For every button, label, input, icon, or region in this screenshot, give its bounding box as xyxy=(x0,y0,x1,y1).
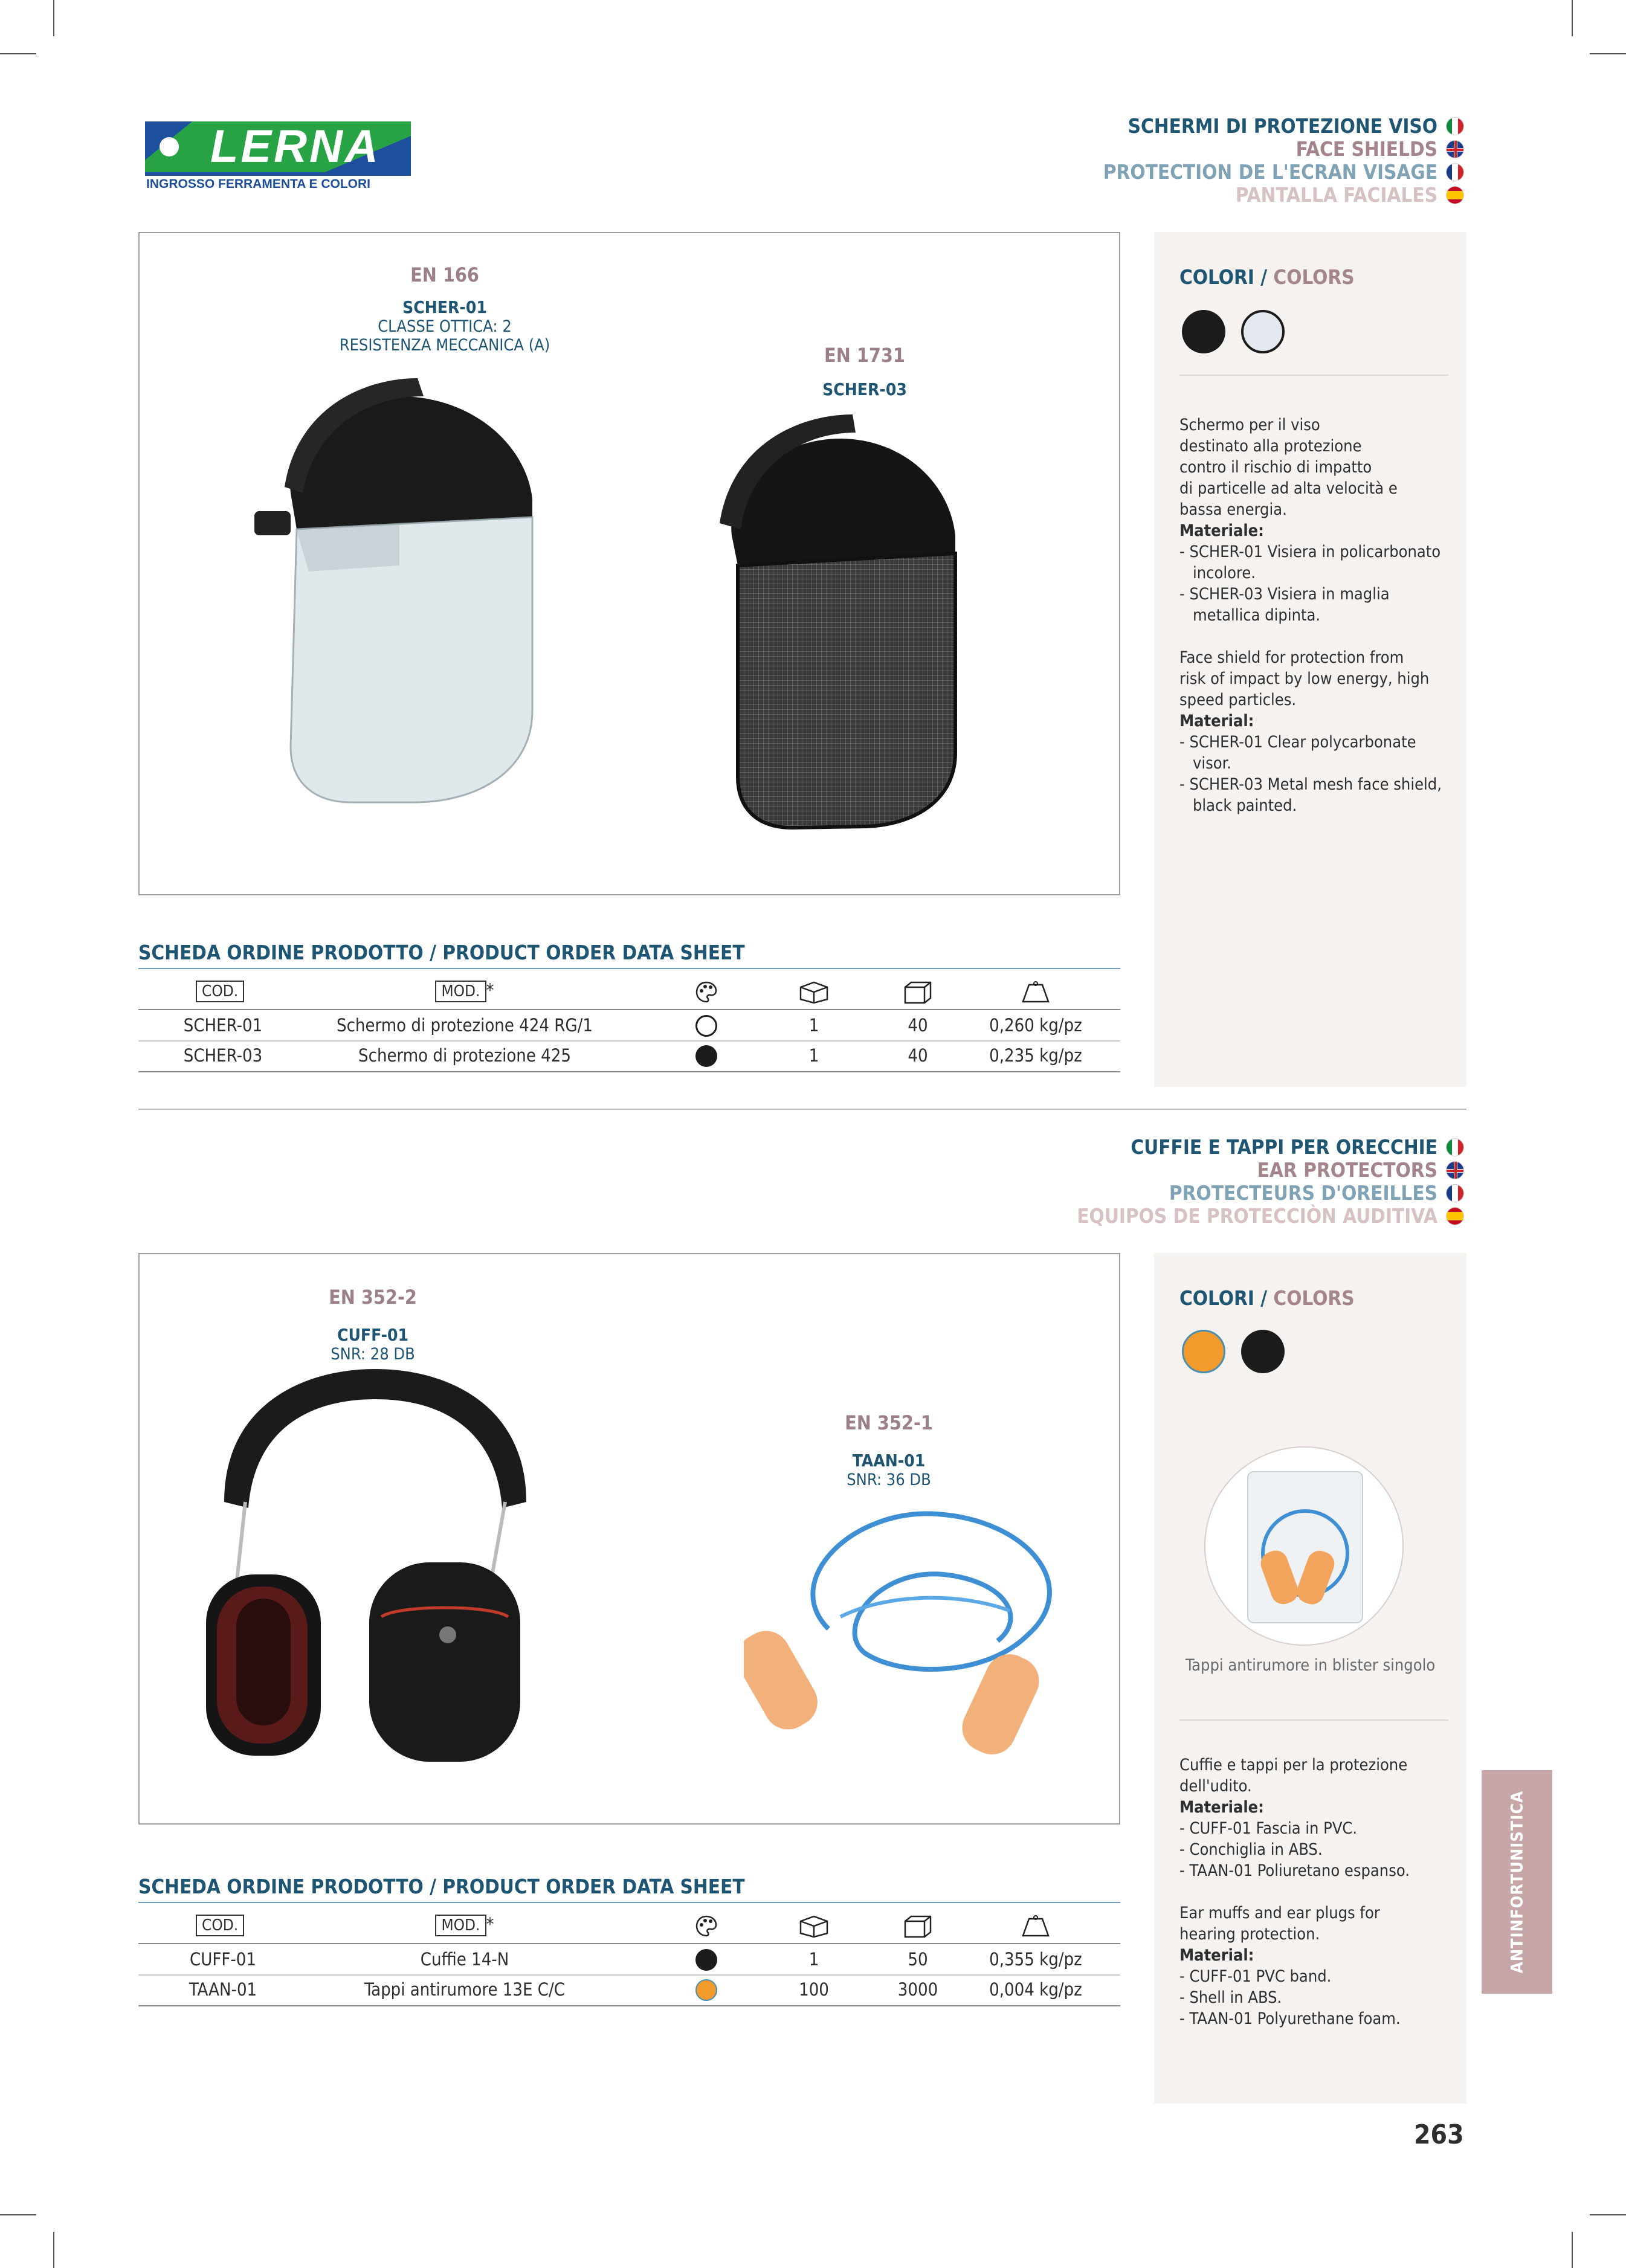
single-box-icon xyxy=(797,980,831,1008)
spain-flag-icon xyxy=(1446,186,1464,204)
table-row xyxy=(138,1974,1120,2005)
page-number: 263 xyxy=(1414,2119,1464,2150)
table-top-rule xyxy=(138,968,1120,969)
standard-label: EN 352-1 xyxy=(845,1411,933,1434)
order-sheet-title: SCHEDA ORDINE PRODOTTO / PRODUCT ORDER DATA SHEET xyxy=(138,941,745,964)
cell-weight: 0,004 kg/pz xyxy=(989,1979,1082,2000)
weight-icon xyxy=(1021,980,1051,1008)
blister-inset-image xyxy=(1204,1446,1404,1646)
material-label-en: Material: xyxy=(1179,712,1254,730)
color-swatch-black xyxy=(1241,1330,1285,1373)
col-mod: MOD. xyxy=(435,981,486,1002)
company-logo xyxy=(144,118,422,196)
divider xyxy=(1179,375,1448,376)
product-caption xyxy=(798,1451,979,1489)
table-row xyxy=(138,1944,1120,1974)
colors-title-it: COLORI xyxy=(1179,1286,1254,1310)
product-caption xyxy=(294,298,596,355)
cell-cod: SCHER-01 xyxy=(183,1015,263,1036)
product-code: SCHER-01 xyxy=(402,297,487,317)
table-row xyxy=(138,1010,1120,1040)
crop-mark xyxy=(1572,2232,1573,2268)
table-header-row xyxy=(138,975,1120,1005)
cell-qty2: 50 xyxy=(908,1949,928,1970)
mesh-face-shield-image xyxy=(671,414,998,849)
product-code: SCHER-03 xyxy=(822,379,907,399)
desc-it-line: Schermo per il viso xyxy=(1179,416,1320,434)
product-photo-box xyxy=(138,232,1120,895)
color-swatch-clear xyxy=(1241,310,1285,353)
weight-icon xyxy=(1021,1914,1051,1942)
mod-asterisk: * xyxy=(486,980,494,1000)
desc-it-line: contro il rischio di impatto xyxy=(1179,458,1372,477)
info-sidebar xyxy=(1154,232,1466,1087)
table-bottom-rule xyxy=(138,2005,1120,2006)
color-dot-orange xyxy=(695,1979,717,2001)
product-caption xyxy=(774,380,955,399)
desc-en-line: Face shield for protection from xyxy=(1179,648,1404,667)
material-item: - SCHER-03 Metal mesh face shield, black painted. xyxy=(1179,775,1442,815)
palette-icon xyxy=(694,980,718,1008)
material-label-it: Materiale: xyxy=(1179,1798,1264,1817)
table-row xyxy=(138,1040,1120,1071)
cell-qty1: 1 xyxy=(808,1015,819,1036)
mod-asterisk: * xyxy=(486,1914,494,1935)
colors-title-en: COLORS xyxy=(1273,1286,1355,1310)
desc-it-line: Cuffie e tappi per la protezione xyxy=(1179,1756,1408,1774)
material-item: - TAAN-01 Polyurethane foam. xyxy=(1179,2009,1401,2028)
product-photo-box xyxy=(138,1253,1120,1825)
cell-mod: Tappi antirumore 13E C/C xyxy=(364,1979,566,2000)
color-swatch-orange xyxy=(1182,1330,1225,1373)
category-side-tab xyxy=(1482,1770,1552,1994)
product-description xyxy=(1179,414,1457,816)
ear-muffs-image xyxy=(200,1357,550,1780)
colors-title: COLORI / COLORS xyxy=(1179,265,1355,289)
desc-it-line: destinato alla protezione xyxy=(1179,437,1362,456)
spain-flag-icon xyxy=(1446,1207,1464,1225)
uk-flag-icon xyxy=(1446,140,1464,158)
product-code: CUFF-01 xyxy=(337,1325,408,1345)
color-dot-black xyxy=(695,1949,717,1971)
table-bottom-rule xyxy=(138,1071,1120,1072)
heading-it: SCHERMI DI PROTEZIONE VISO xyxy=(1128,114,1437,138)
cell-weight: 0,235 kg/pz xyxy=(989,1045,1082,1066)
inset-caption: Tappi antirumore in blister singolo xyxy=(1185,1656,1436,1675)
cell-weight: 0,260 kg/pz xyxy=(989,1015,1082,1036)
order-sheet-title: SCHEDA ORDINE PRODOTTO / PRODUCT ORDER DATA SHEET xyxy=(138,1875,745,1898)
material-item: - SCHER-03 Visiera in maglia metallica dipinta. xyxy=(1179,585,1390,625)
cell-cod: TAAN-01 xyxy=(189,1979,257,2000)
material-item: - Conchiglia in ABS. xyxy=(1179,1840,1323,1859)
section2-headings xyxy=(1077,1136,1464,1228)
color-swatch-black xyxy=(1182,310,1225,353)
crop-mark xyxy=(53,2232,54,2268)
category-label: ANTINFORTUNISTICA xyxy=(1508,1790,1526,1974)
heading-es: EQUIPOS DE PROTECCIÒN AUDITIVA xyxy=(1077,1204,1437,1228)
material-item: - CUFF-01 Fascia in PVC. xyxy=(1179,1819,1358,1838)
product-description xyxy=(1179,1754,1457,2029)
colors-title-en: COLORS xyxy=(1273,265,1355,289)
italy-flag-icon xyxy=(1446,117,1464,135)
palette-icon xyxy=(694,1914,718,1942)
clear-face-shield-image xyxy=(218,372,581,831)
desc-en-line: speed particles. xyxy=(1179,691,1297,709)
france-flag-icon xyxy=(1446,163,1464,181)
snr-rating: SNR: 28 DB xyxy=(331,1345,415,1364)
col-cod: COD. xyxy=(196,981,244,1002)
col-mod: MOD. xyxy=(435,1915,486,1936)
logo-tagline: INGROSSO FERRAMENTA E COLORI xyxy=(146,177,371,191)
heading-en: EAR PROTECTORS xyxy=(1257,1158,1437,1182)
heading-en: FACE SHIELDS xyxy=(1295,137,1437,161)
material-item: - CUFF-01 PVC band. xyxy=(1179,1967,1332,1986)
desc-it-line: dell'udito. xyxy=(1179,1777,1252,1796)
standard-label: EN 352-2 xyxy=(329,1286,417,1309)
cell-cod: CUFF-01 xyxy=(190,1949,256,1970)
cell-qty1: 1 xyxy=(808,1949,819,1970)
ear-plugs-image xyxy=(744,1496,1082,1774)
desc-en-line: risk of impact by low energy, high xyxy=(1179,669,1430,688)
cell-qty2: 3000 xyxy=(897,1979,938,2000)
material-item: - Shell in ABS. xyxy=(1179,1988,1282,2007)
info-sidebar xyxy=(1154,1253,1466,2104)
cell-mod: Cuffie 14-N xyxy=(420,1949,509,1970)
cell-qty1: 1 xyxy=(808,1045,819,1066)
colors-title: COLORI / COLORS xyxy=(1179,1286,1355,1310)
section-divider xyxy=(138,1109,1466,1110)
standard-label: EN 1731 xyxy=(824,344,905,367)
cell-qty2: 40 xyxy=(908,1015,928,1036)
crop-mark xyxy=(0,2214,36,2215)
color-dot-black xyxy=(695,1045,717,1067)
carton-box-icon xyxy=(903,980,933,1008)
desc-en-line: Ear muffs and ear plugs for xyxy=(1179,1904,1380,1922)
desc-it-line: di particelle ad alta velocità e xyxy=(1179,479,1398,498)
optical-class: CLASSE OTTICA: 2 xyxy=(378,317,512,336)
logo-brand: LERNA xyxy=(210,121,381,172)
crop-mark xyxy=(1572,0,1573,36)
material-label-it: Materiale: xyxy=(1179,521,1264,540)
logo-suffix: S.R.L. xyxy=(379,159,407,169)
table-top-rule xyxy=(138,1902,1120,1903)
desc-it-line: bassa energia. xyxy=(1179,500,1287,519)
col-cod: COD. xyxy=(196,1915,244,1936)
uk-flag-icon xyxy=(1446,1161,1464,1179)
colors-title-it: COLORI xyxy=(1179,265,1254,289)
cell-qty2: 40 xyxy=(908,1045,928,1066)
material-label-en: Material: xyxy=(1179,1946,1254,1965)
heading-fr: PROTECTEURS D'OREILLES xyxy=(1169,1181,1437,1205)
crop-mark xyxy=(53,0,54,36)
table-header-row xyxy=(138,1909,1120,1939)
material-item: - TAAN-01 Poliuretano espanso. xyxy=(1179,1861,1410,1880)
heading-es: PANTALLA FACIALES xyxy=(1235,183,1437,207)
cell-cod: SCHER-03 xyxy=(183,1045,263,1066)
italy-flag-icon xyxy=(1446,1138,1464,1156)
material-item: - SCHER-01 Clear polycarbonate visor. xyxy=(1179,733,1416,773)
crop-mark xyxy=(0,53,36,54)
cell-mod: Schermo di protezione 424 RG/1 xyxy=(337,1015,593,1036)
cell-qty1: 100 xyxy=(799,1979,829,2000)
standard-label: EN 166 xyxy=(410,263,479,286)
heading-it: CUFFIE E TAPPI PER ORECCHIE xyxy=(1131,1135,1437,1159)
snr-rating: SNR: 36 DB xyxy=(847,1471,931,1489)
section1-headings xyxy=(1103,115,1464,207)
product-code: TAAN-01 xyxy=(852,1451,926,1471)
cell-weight: 0,355 kg/pz xyxy=(989,1949,1082,1970)
crop-mark xyxy=(1590,53,1626,54)
cell-mod: Schermo di protezione 425 xyxy=(358,1045,571,1066)
mechanical-resistance: RESISTENZA MECCANICA (A) xyxy=(339,336,550,355)
color-dot-clear xyxy=(695,1015,717,1037)
material-item: - SCHER-01 Visiera in policarbonato incolore. xyxy=(1179,543,1441,582)
divider xyxy=(1179,1719,1448,1721)
carton-box-icon xyxy=(903,1914,933,1942)
blister-pack-icon xyxy=(1205,1448,1404,1646)
single-box-icon xyxy=(797,1914,831,1942)
france-flag-icon xyxy=(1446,1184,1464,1202)
crop-mark xyxy=(1590,2214,1626,2215)
heading-fr: PROTECTION DE L'ECRAN VISAGE xyxy=(1103,160,1437,184)
desc-en-line: hearing protection. xyxy=(1179,1925,1320,1944)
